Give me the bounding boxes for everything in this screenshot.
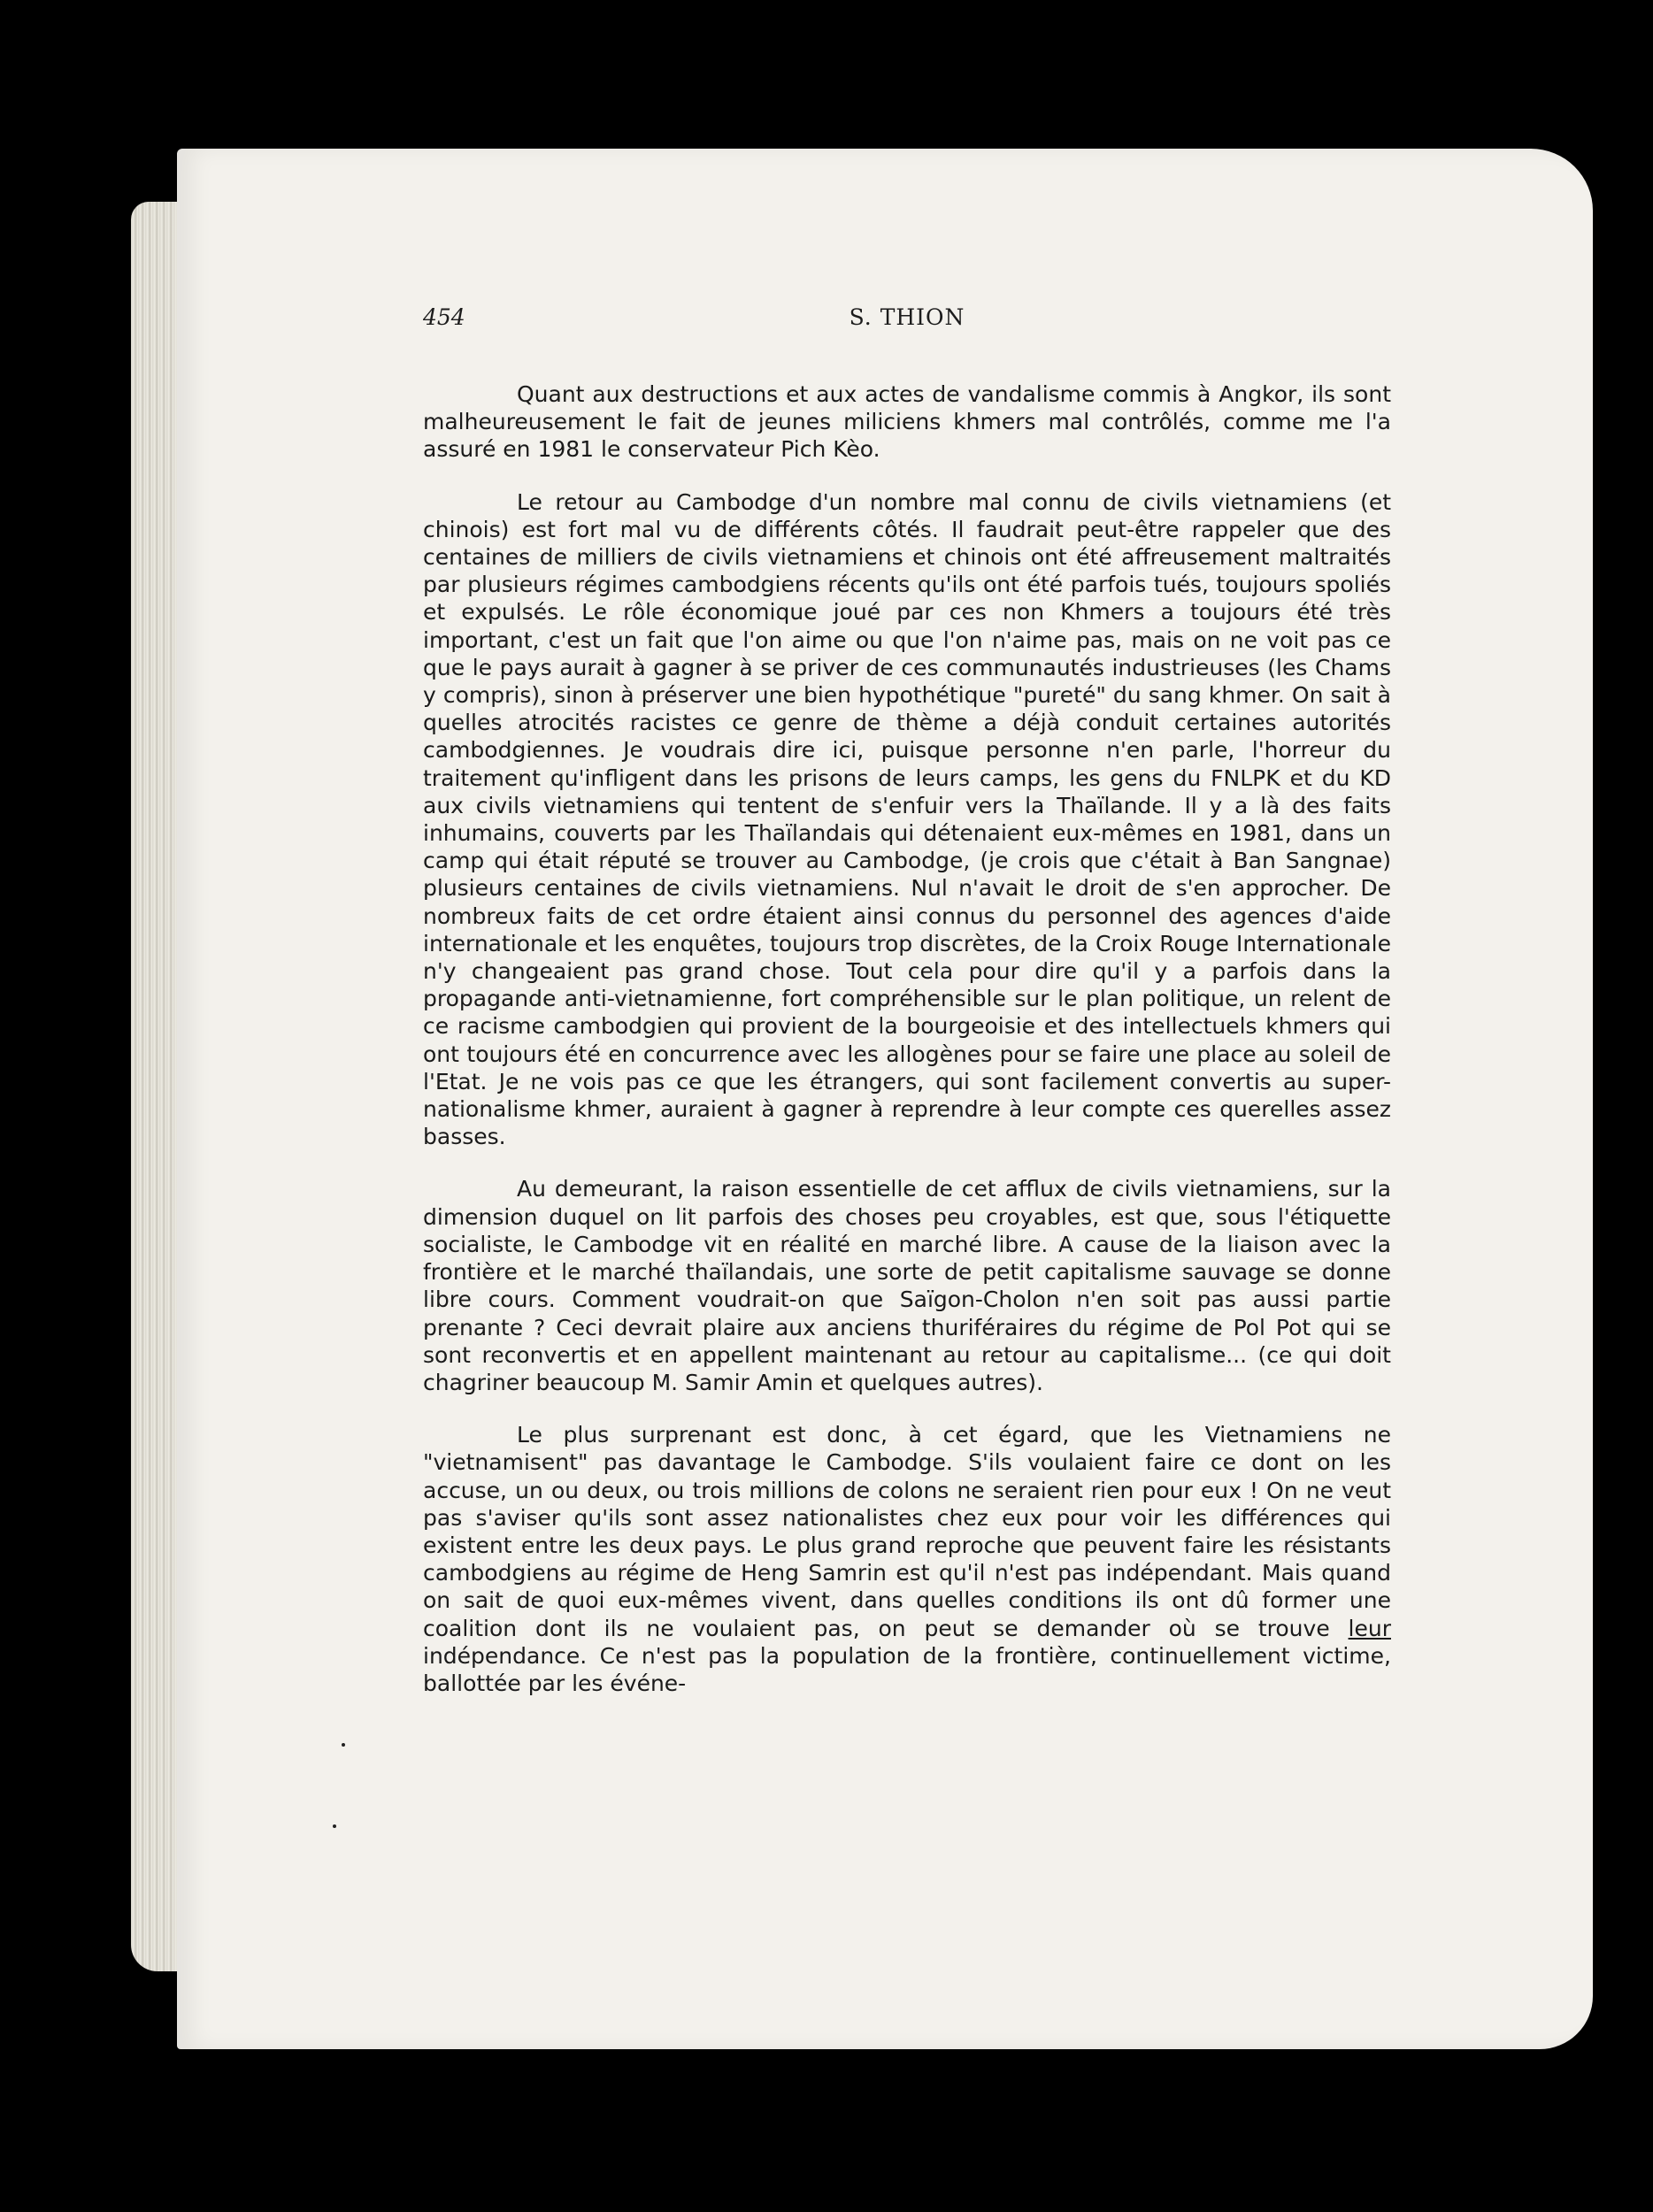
stray-dot [333, 1824, 336, 1828]
running-head: S. THION [849, 304, 965, 330]
text-after-underline: indépendance. Ce n'est pas la population de la frontière, continuellement victime, ballottée par les événe- [423, 1642, 1391, 1696]
paragraph-angkor: Quant aux destructions et aux actes de vandalisme commis à Angkor, ils sont malheureusement le fait de jeunes miliciens khmers mal contrôlés, comme me l'a assuré en 1981 le conservateur Pich Kèo. [423, 381, 1391, 463]
underlined-word: leur [1348, 1615, 1391, 1641]
stray-dot [342, 1743, 345, 1747]
text-before-underline: Le plus surprenant est donc, à cet égard, que les Vietnamiens ne "vietnamisent" pas davantage le Cambodge. S'ils voulaient faire ce dont on les accuse, un ou deux, ou trois millions de colons ne seraient rien pour eux ! On ne veut pas s'aviser qu'ils sont assez nationalistes chez eux pour voir les différences qui existent entre les deux pays. Le plus grand reproche que peuvent faire les résistants cambodgiens au régime de Heng Samrin est qu'il n'est pas indépendant. Mais quand on sait de quoi eux-mêmes vivent, dans quelles conditions ils ont dû former une coalition dont ils ne voulaient pas, on peut se demander où se trouve [423, 1422, 1391, 1641]
page-number: 454 [423, 304, 465, 330]
page-header [423, 304, 1391, 340]
body-text [423, 380, 1391, 1722]
paragraph-demeurant: Au demeurant, la raison essentielle de cet afflux de civils vietnamiens, sur la dimension duquel on lit parfois des choses peu croyables, est que, sous l'étiquette socialiste, le Cambodge vit en réalité en marché libre. A cause de la liaison avec la frontière et le marché thaïlandais, une sorte de petit capitalisme sauvage se donne libre cours. Comment voudrait-on que Saïgon-Cholon n'en soit pas aussi partie prenante ? Ceci devrait plaire aux anciens thuriféraires du régime de Pol Pot qui se sont reconvertis et en appellent maintenant au retour au capitalisme... (ce qui doit chagriner beaucoup M. Samir Amin et quelques autres). [423, 1176, 1391, 1395]
book-page [177, 149, 1593, 2049]
paragraph-retour-civils: Le retour au Cambodge d'un nombre mal connu de civils vietnamiens (et chinois) est fort mal vu de différents côtés. Il faudrait peut-être rappeler que des centaines de milliers de civils vietnamiens et chinois ont été affreusement maltraités par plusieurs régimes cambodgiens récents qu'ils ont été parfois tués, toujours spoliés et expulsés. Le rôle économique joué par ces non Khmers a toujours été très important, c'est un fait que l'on aime ou que l'on n'aime pas, mais on ne voit pas ce que le pays aurait à gagner à se priver de ces communautés industrieuses (les Chams y compris), sinon à préserver une bien hypothétique "pureté" du sang khmer. On sait à quelles atrocités racistes ce genre de thème a déjà conduit certaines autorités cambodgiennes. Je voudrais dire ici, puisque personne n'en parle, l'horreur du traitement qu'infligent dans les prisons de leurs camps, les gens du FNLPK et du KD aux civils vietnamiens qui tentent de s'enfuir vers la Thaïlande. Il y a là des faits inhumains, couverts par les Thaïlandais qui détenaient eux-mêmes en 1981, dans un camp qui était réputé se trouver au Cambodge, (je crois que c'était à Ban Sangnae) plusieurs centaines de civils vietnamiens. Nul n'avait le droit de s'en approcher. De nombreux faits de cet ordre étaient ainsi connus du personnel des agences d'aide internationale et les enquêtes, toujours trop discrètes, de la Croix Rouge Internationale n'y changeaient pas grand chose. Tout cela pour dire qu'il y a parfois dans la propagande anti-vietnamienne, fort compréhensible sur le plan politique, un relent de ce racisme cambodgien qui provient de la bourgeoisie et des intellectuels khmers qui ont toujours été en concurrence avec les allogènes pour se faire une place au soleil de l'Etat. Je ne vois pas ce que les étrangers, qui sont facilement convertis au super-nationalisme khmer, auraient à gagner à reprendre à leur compte ces querelles assez basses. [423, 488, 1391, 1150]
paragraph-surprenant [423, 1421, 1391, 1697]
